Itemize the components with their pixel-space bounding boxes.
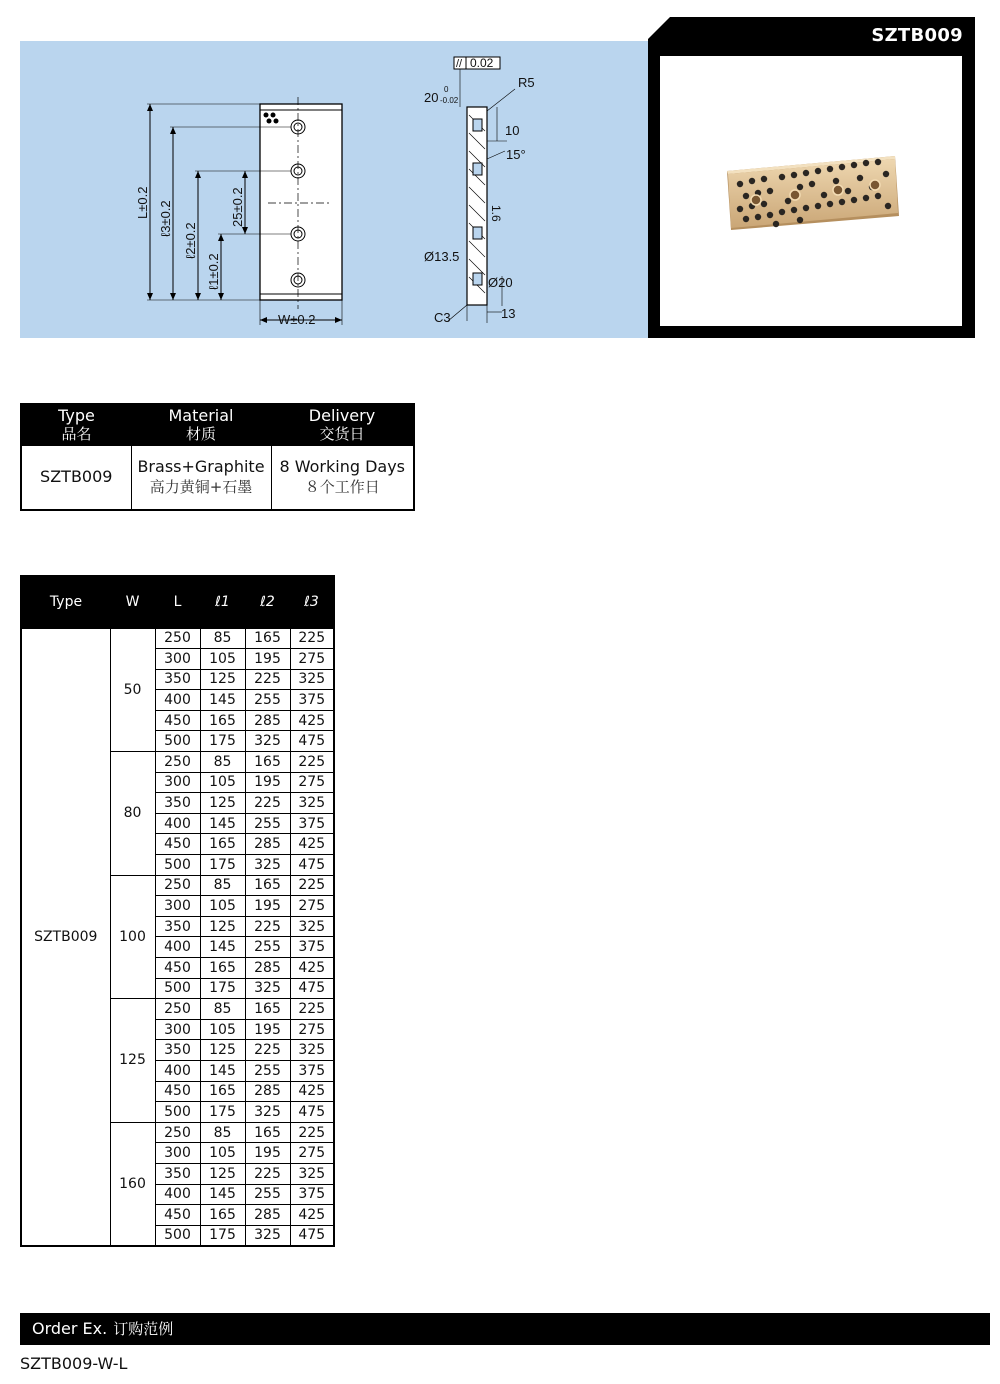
spec-l-cell: 500	[155, 1225, 200, 1246]
spec-l-cell: 400	[155, 1184, 200, 1205]
spec-l2-cell: 325	[245, 855, 290, 876]
spec-l2-cell: 225	[245, 793, 290, 814]
cbore-depth-label: 13	[501, 306, 516, 321]
spec-header-l: L	[155, 576, 200, 628]
order-example-bar	[20, 1313, 990, 1345]
spec-l1-cell: 165	[200, 710, 245, 731]
spec-l1-cell: 85	[200, 875, 245, 896]
spec-l1-cell: 85	[200, 752, 245, 773]
spec-l2-cell: 195	[245, 772, 290, 793]
spec-l1-cell: 105	[200, 896, 245, 917]
info-type: SZTB009	[21, 446, 131, 510]
spec-l-cell: 400	[155, 690, 200, 711]
spec-l-cell: 250	[155, 752, 200, 773]
spec-l-cell: 300	[155, 649, 200, 670]
spec-l1-cell: 175	[200, 855, 245, 876]
spec-l-cell: 450	[155, 834, 200, 855]
spec-l1-cell: 175	[200, 1225, 245, 1246]
spec-l2-cell: 255	[245, 937, 290, 958]
spec-l3-cell: 425	[290, 710, 334, 731]
spec-header-l1: ℓ1	[200, 576, 245, 628]
spec-l3-cell: 475	[290, 731, 334, 752]
dim-length-label: L±0.2	[135, 186, 150, 219]
spec-l-cell: 350	[155, 669, 200, 690]
flatness-symbol: //	[456, 58, 463, 70]
spec-header-type: Type	[21, 576, 110, 628]
brass-plate-image	[660, 56, 962, 326]
spec-l1-cell: 85	[200, 1122, 245, 1143]
spec-l1-cell: 85	[200, 628, 245, 649]
spec-l3-cell: 425	[290, 834, 334, 855]
thickness-label: 20	[424, 90, 439, 105]
order-label-cn: 订购范例	[113, 1320, 174, 1338]
delivery-en: 8 Working Days	[279, 457, 406, 477]
spec-l2-cell: 165	[245, 875, 290, 896]
thickness-tol-upper: 0	[444, 85, 449, 94]
header-delivery-en: Delivery	[308, 406, 376, 425]
spec-l2-cell: 285	[245, 710, 290, 731]
info-delivery	[271, 446, 414, 510]
dimension-spec-table	[20, 575, 335, 1247]
dim-l1-label: ℓ1±0.2	[206, 253, 221, 290]
spec-header-l2: ℓ2	[245, 576, 290, 628]
spec-l2-cell: 325	[245, 1225, 290, 1246]
spec-l-cell: 350	[155, 1040, 200, 1061]
spec-type-cell: SZTB009	[21, 628, 110, 1246]
header-material-en: Material	[168, 406, 234, 425]
spec-l-cell: 450	[155, 958, 200, 979]
spec-l2-cell: 195	[245, 896, 290, 917]
spec-l3-cell: 375	[290, 813, 334, 834]
spec-l3-cell: 375	[290, 1060, 334, 1081]
spec-l1-cell: 145	[200, 690, 245, 711]
spec-w-cell: 125	[110, 999, 155, 1123]
spec-l1-cell: 145	[200, 937, 245, 958]
spec-l-cell: 400	[155, 813, 200, 834]
spec-l1-cell: 175	[200, 978, 245, 999]
roughness-label: 1.6	[489, 205, 503, 222]
spec-l1-cell: 165	[200, 1081, 245, 1102]
spec-l2-cell: 325	[245, 978, 290, 999]
spec-l1-cell: 105	[200, 1143, 245, 1164]
spec-l1-cell: 145	[200, 1060, 245, 1081]
material-en: Brass+Graphite	[137, 457, 265, 477]
technical-drawing-panel	[20, 41, 650, 338]
spec-l2-cell: 325	[245, 1102, 290, 1123]
spec-l2-cell: 225	[245, 669, 290, 690]
spec-l2-cell: 285	[245, 1205, 290, 1226]
header-delivery-cn: 交货日	[319, 425, 365, 443]
spec-l1-cell: 165	[200, 834, 245, 855]
spec-l3-cell: 375	[290, 690, 334, 711]
order-label-en: Order Ex.	[32, 1319, 108, 1338]
hole-dia-label: Ø13.5	[424, 249, 460, 264]
spec-l1-cell: 85	[200, 999, 245, 1020]
spec-l3-cell: 475	[290, 1225, 334, 1246]
order-example-code: SZTB009-W-L	[20, 1354, 128, 1373]
spec-l3-cell: 475	[290, 1102, 334, 1123]
spec-l2-cell: 225	[245, 916, 290, 937]
spec-l2-cell: 165	[245, 628, 290, 649]
spec-l3-cell: 275	[290, 896, 334, 917]
spec-header-w: W	[110, 576, 155, 628]
technical-drawing	[20, 41, 650, 338]
spec-header-l3: ℓ3	[290, 576, 334, 628]
spec-l3-cell: 475	[290, 855, 334, 876]
spec-l3-cell: 325	[290, 916, 334, 937]
product-photo	[660, 56, 962, 326]
spec-l1-cell: 125	[200, 1040, 245, 1061]
spec-l1-cell: 145	[200, 1184, 245, 1205]
spec-l-cell: 450	[155, 710, 200, 731]
spec-l3-cell: 225	[290, 628, 334, 649]
spec-l2-cell: 285	[245, 958, 290, 979]
spec-l2-cell: 285	[245, 1081, 290, 1102]
spec-l2-cell: 225	[245, 1040, 290, 1061]
chamfer-label: C3	[434, 310, 451, 325]
spec-l1-cell: 105	[200, 772, 245, 793]
spec-l-cell: 500	[155, 978, 200, 999]
spec-l3-cell: 325	[290, 1163, 334, 1184]
spec-w-cell: 80	[110, 752, 155, 876]
spec-l-cell: 250	[155, 628, 200, 649]
spec-l3-cell: 275	[290, 772, 334, 793]
spec-l-cell: 350	[155, 916, 200, 937]
header-material-cn: 材质	[185, 425, 216, 443]
spec-l-cell: 500	[155, 855, 200, 876]
spec-l3-cell: 425	[290, 1205, 334, 1226]
spec-l3-cell: 225	[290, 999, 334, 1020]
spec-l1-cell: 145	[200, 813, 245, 834]
radius-label: R5	[518, 75, 535, 90]
header-type	[21, 404, 131, 446]
spec-l2-cell: 195	[245, 1019, 290, 1040]
spec-l2-cell: 325	[245, 731, 290, 752]
spec-l2-cell: 165	[245, 1122, 290, 1143]
spec-l-cell: 350	[155, 793, 200, 814]
spec-l2-cell: 255	[245, 1060, 290, 1081]
spec-l1-cell: 125	[200, 669, 245, 690]
spec-l-cell: 450	[155, 1081, 200, 1102]
spec-l-cell: 400	[155, 1060, 200, 1081]
spec-l3-cell: 325	[290, 669, 334, 690]
dim-pitch-label: 25±0.2	[230, 187, 245, 227]
spec-l2-cell: 255	[245, 813, 290, 834]
spec-l3-cell: 325	[290, 1040, 334, 1061]
spec-l1-cell: 165	[200, 1205, 245, 1226]
spec-l1-cell: 125	[200, 793, 245, 814]
spec-l-cell: 450	[155, 1205, 200, 1226]
dim-l2-label: ℓ2±0.2	[183, 222, 198, 259]
spec-l3-cell: 275	[290, 1143, 334, 1164]
info-row	[21, 446, 414, 510]
material-cn: 高力黄铜+石墨	[149, 478, 253, 497]
thickness-tol-lower: -0.02	[440, 96, 459, 105]
spec-l-cell: 300	[155, 1143, 200, 1164]
spec-l2-cell: 195	[245, 1143, 290, 1164]
dim-l3-label: ℓ3±0.2	[158, 200, 173, 237]
spec-l1-cell: 175	[200, 1102, 245, 1123]
spec-l-cell: 250	[155, 875, 200, 896]
spec-w-cell: 50	[110, 628, 155, 752]
table-row	[21, 628, 334, 649]
spec-l1-cell: 125	[200, 916, 245, 937]
angle-label: 15°	[506, 147, 526, 162]
material-info-table	[20, 403, 415, 511]
info-material	[131, 446, 271, 510]
spec-l2-cell: 195	[245, 649, 290, 670]
spec-l1-cell: 125	[200, 1163, 245, 1184]
spec-l1-cell: 105	[200, 1019, 245, 1040]
spec-l-cell: 300	[155, 1019, 200, 1040]
spec-l-cell: 250	[155, 999, 200, 1020]
spec-w-cell: 160	[110, 1122, 155, 1246]
spec-l-cell: 300	[155, 772, 200, 793]
spec-l3-cell: 275	[290, 1019, 334, 1040]
spec-l3-cell: 275	[290, 649, 334, 670]
dim-width-label: W±0.2	[278, 312, 316, 327]
spec-l3-cell: 225	[290, 875, 334, 896]
header-type-en: Type	[58, 406, 95, 425]
header-material	[131, 404, 271, 446]
product-photo-frame	[648, 17, 975, 338]
spec-l3-cell: 225	[290, 752, 334, 773]
spec-l-cell: 500	[155, 731, 200, 752]
product-code-title: SZTB009	[871, 25, 963, 46]
spec-l3-cell: 375	[290, 937, 334, 958]
spec-table-body	[21, 628, 334, 1246]
header-type-cn: 品名	[61, 425, 92, 443]
spec-l2-cell: 285	[245, 834, 290, 855]
spec-l-cell: 400	[155, 937, 200, 958]
spec-l2-cell: 165	[245, 999, 290, 1020]
delivery-cn: ８个工作日	[304, 478, 380, 497]
frame-notch	[648, 17, 670, 39]
spec-l3-cell: 475	[290, 978, 334, 999]
spec-l3-cell: 375	[290, 1184, 334, 1205]
spec-l2-cell: 255	[245, 1184, 290, 1205]
spec-l2-cell: 165	[245, 752, 290, 773]
spec-l3-cell: 425	[290, 1081, 334, 1102]
cbore-dia-label: Ø20	[488, 275, 513, 290]
spec-l3-cell: 325	[290, 793, 334, 814]
spec-l-cell: 250	[155, 1122, 200, 1143]
spec-l2-cell: 225	[245, 1163, 290, 1184]
spec-l-cell: 300	[155, 896, 200, 917]
spec-l3-cell: 225	[290, 1122, 334, 1143]
depth-label: 10	[505, 123, 520, 138]
flatness-value: 0.02	[470, 56, 494, 70]
header-delivery	[271, 404, 414, 446]
spec-l1-cell: 105	[200, 649, 245, 670]
spec-l1-cell: 175	[200, 731, 245, 752]
spec-l-cell: 350	[155, 1163, 200, 1184]
spec-l-cell: 500	[155, 1102, 200, 1123]
spec-w-cell: 100	[110, 875, 155, 999]
spec-l1-cell: 165	[200, 958, 245, 979]
spec-l3-cell: 425	[290, 958, 334, 979]
spec-l2-cell: 255	[245, 690, 290, 711]
